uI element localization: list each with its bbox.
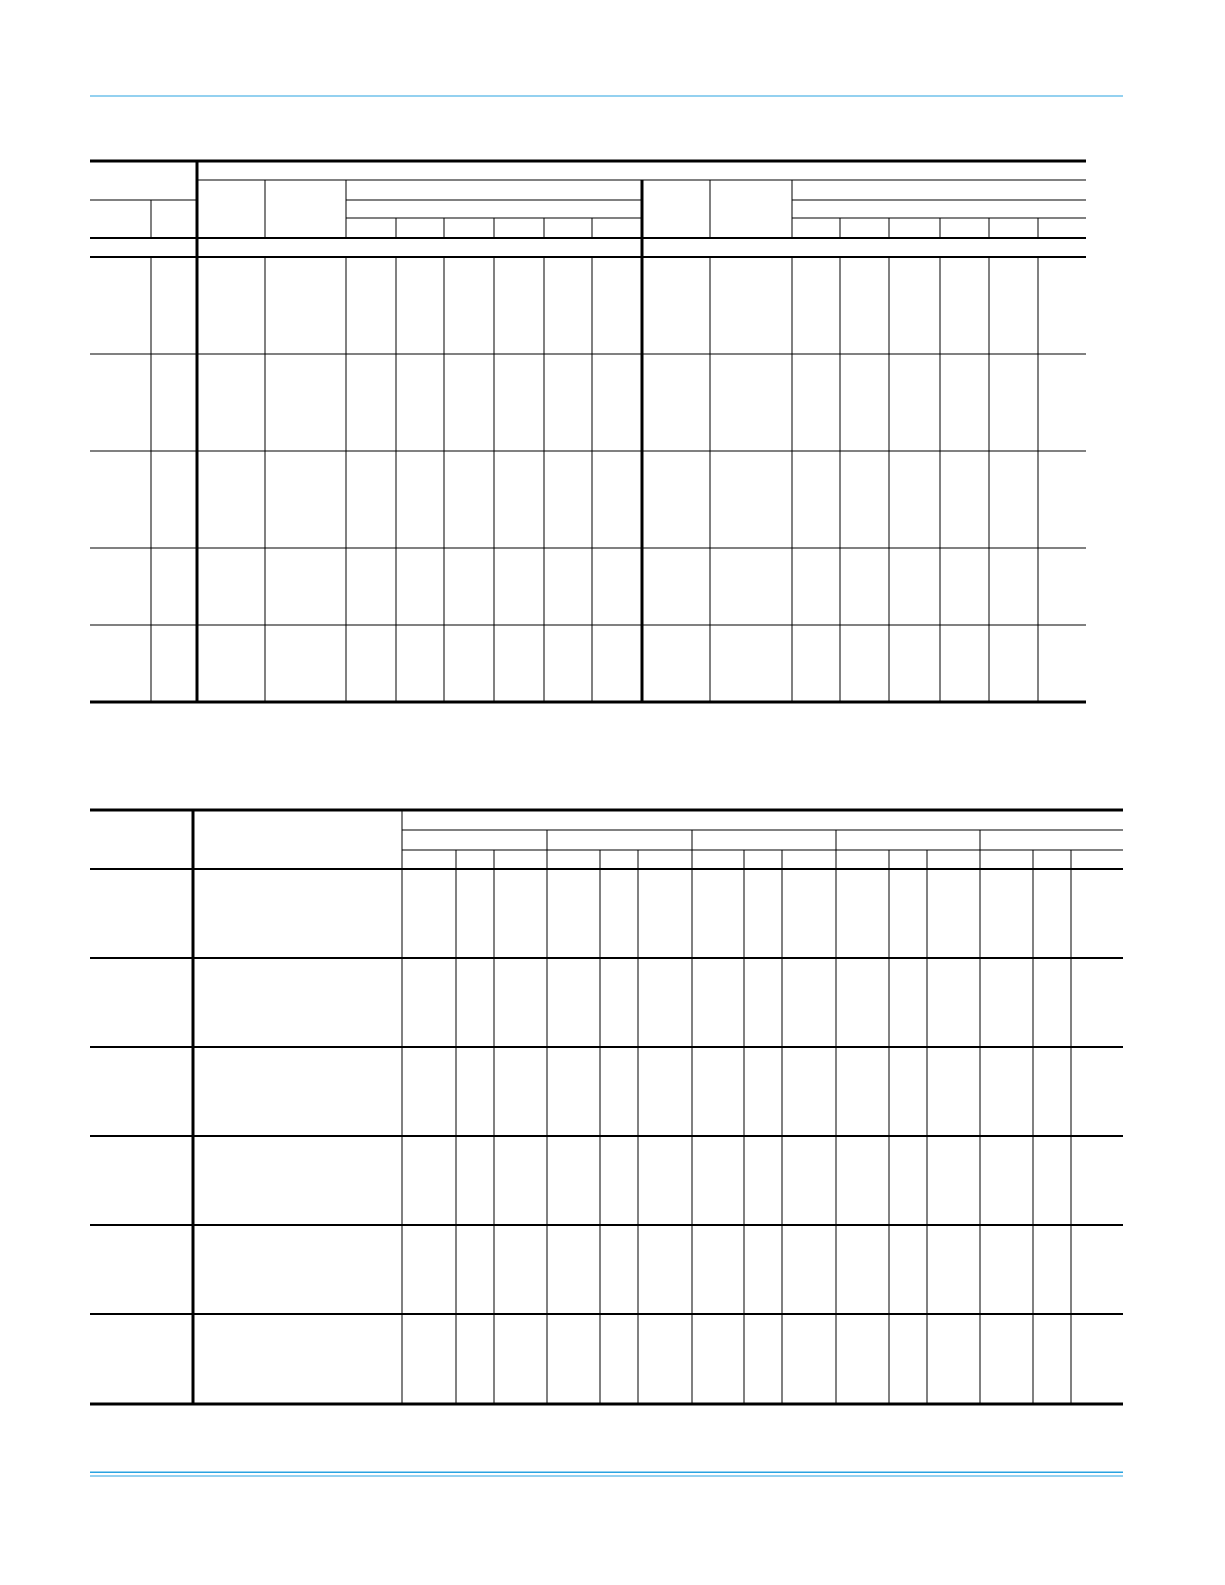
table-1-grid bbox=[90, 161, 1086, 702]
page-rules bbox=[90, 96, 1123, 1476]
table-2-grid bbox=[90, 810, 1123, 1404]
